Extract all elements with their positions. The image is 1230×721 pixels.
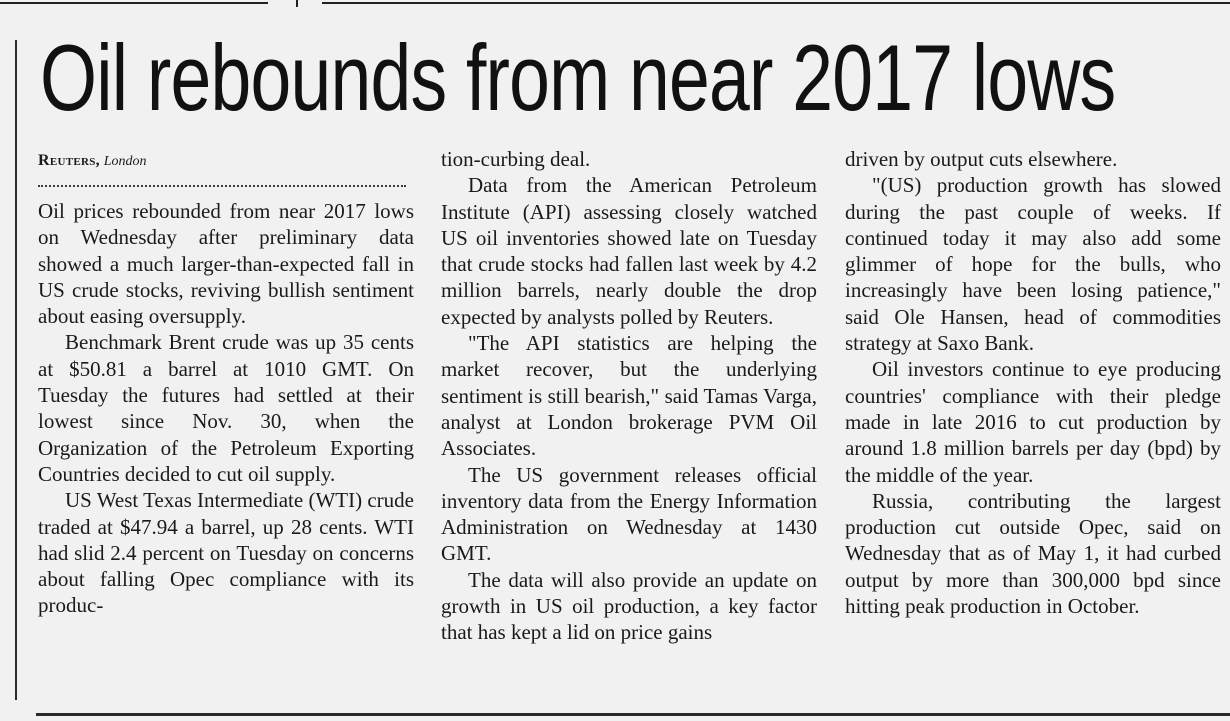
bottom-rule xyxy=(36,713,1230,716)
byline-location: London xyxy=(103,154,147,169)
byline-dotted-divider xyxy=(38,185,406,187)
paragraph-api-data: Data from the American Petroleum Institute (API) assessing closely watched US oil inventories showed late on Tuesday that crude stocks had fallen last week by 4.2 million barrels, nearly double the drop expected by analysts polled by Reuters. xyxy=(441,173,817,329)
paragraph-eia-release: The US government releases official inventory data from the Energy Information Administration on Wednesday at 1430 GMT. xyxy=(441,462,817,566)
top-rule-right xyxy=(322,2,1230,4)
paragraph-wti: US West Texas Intermediate (WTI) crude traded at $47.94 a barrel, up 28 cents. WTI had slid 2.4 percent on Tuesday on concerns about falling Opec compliance with its produc- xyxy=(38,488,414,618)
paragraph-russia: Russia, contributing the largest production cut outside Opec, said on Wednesday that as of May 1, it had curbed output by more than 300,000 bpd since hitting peak production in October. xyxy=(845,488,1221,619)
article-column-2 xyxy=(441,146,817,646)
paragraph-production-update: The data will also provide an update on growth in US oil production, a key factor that has kept a lid on price gains xyxy=(441,567,817,645)
paragraph-hansen-quote: "(US) production growth has slowed during the past couple of weeks. If continued today it may also add some glimmer of hope for the bulls, who increasingly have been losing patience," said Ole Hansen, head of commodities strategy at Saxo Bank. xyxy=(845,173,1221,356)
article-column-3 xyxy=(845,146,1221,619)
top-rule-tick xyxy=(296,0,298,7)
paragraph-api-quote: "The API statistics are helping the market recover, but the underlying sentiment is still bearish," said Tamas Varga, analyst at London brokerage PVM Oil Associates. xyxy=(441,331,817,461)
byline xyxy=(38,146,414,176)
paragraph-continuation: tion-curbing deal. xyxy=(441,147,591,171)
paragraph-intro: Oil prices rebounded from near 2017 lows on Wednesday after preliminary data showed a much larger-than-expected fall in US crude stocks, reviving bullish sentiment about easing oversupply. xyxy=(38,199,414,329)
paragraph-compliance: Oil investors continue to eye producing countries' compliance with their pledge made in late 2016 to cut production by around 1.8 million barrels per day (bpd) by the middle of the year. xyxy=(845,357,1221,487)
paragraph-brent: Benchmark Brent crude was up 35 cents at $50.81 a barrel at 1010 GMT. On Tuesday the futures had settled at their lowest since Nov. 30, when the Organization of the Petroleum Exporting Countries decided to cut oil supply. xyxy=(38,330,414,486)
top-rule-left xyxy=(0,2,268,4)
left-margin-rule xyxy=(15,40,17,700)
byline-agency: Reuters, xyxy=(38,152,100,169)
article-column-1 xyxy=(38,146,414,619)
paragraph-continuation-2: driven by output cuts elsewhere. xyxy=(845,147,1118,171)
headline: Oil rebounds from near 2017 lows xyxy=(40,25,1116,130)
